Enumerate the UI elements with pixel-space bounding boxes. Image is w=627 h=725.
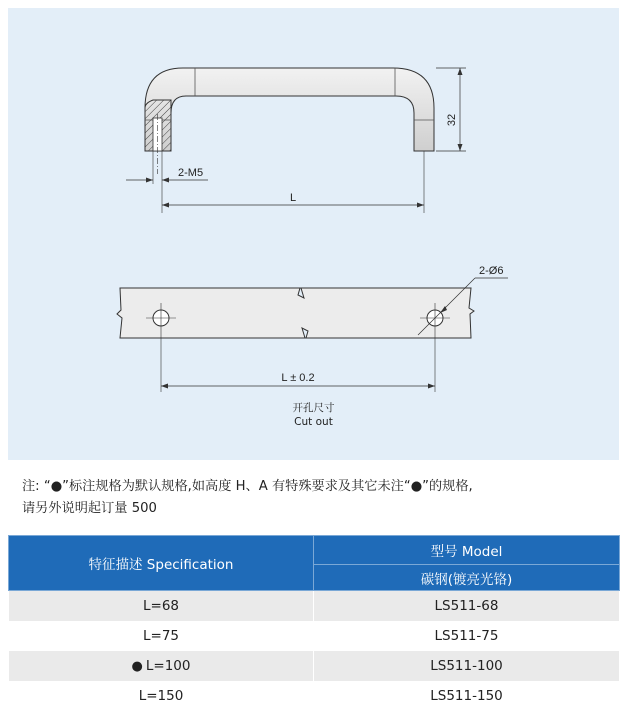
model-cell: LS511-75 <box>314 621 620 651</box>
model-cell: LS511-68 <box>314 591 620 622</box>
note-text <box>22 476 617 520</box>
length-dimension-label: L <box>289 192 297 204</box>
height-dimension <box>436 68 466 151</box>
spec-cell: L=75 <box>9 621 314 651</box>
cutout-label-cn: 开孔尺寸 <box>292 402 335 414</box>
technical-drawing-panel <box>8 8 619 460</box>
table-row <box>9 681 620 711</box>
table-row <box>9 651 620 681</box>
spec-cell: L=150 <box>9 681 314 711</box>
header-model: 型号 Model <box>314 536 620 565</box>
default-marker-icon: ● <box>131 659 143 674</box>
note-line-2: 请另外说明起订量 500 <box>22 501 157 516</box>
handle-shape <box>145 68 434 174</box>
note-line-1: 注: “●”标注规格为默认规格,如高度 H、A 有特殊要求及其它未注“●”的规格, <box>22 479 473 494</box>
thread-dimension-label: 2-M5 <box>178 167 204 179</box>
cutout-label-en: Cut out <box>294 416 333 428</box>
height-dimension-label: 32 <box>446 113 458 127</box>
spec-cell: ● L=100 <box>9 651 314 681</box>
table-row <box>9 621 620 651</box>
table-row <box>9 591 620 622</box>
header-material: 碳钢(镀亮光铬) <box>314 565 620 591</box>
cut-length-dimension-label: L ± 0.2 <box>281 372 315 384</box>
hole-dimension-label: 2-Ø6 <box>479 265 504 277</box>
cut-length-dimension <box>161 333 435 392</box>
handle-drawing <box>8 8 619 460</box>
spec-cell: L=68 <box>9 591 314 622</box>
model-cell: LS511-100 <box>314 651 620 681</box>
spec-table <box>8 535 620 711</box>
length-dimension <box>162 151 424 213</box>
model-cell: LS511-150 <box>314 681 620 711</box>
cutout-plate <box>117 288 474 338</box>
header-specification: 特征描述 Specification <box>9 536 314 591</box>
